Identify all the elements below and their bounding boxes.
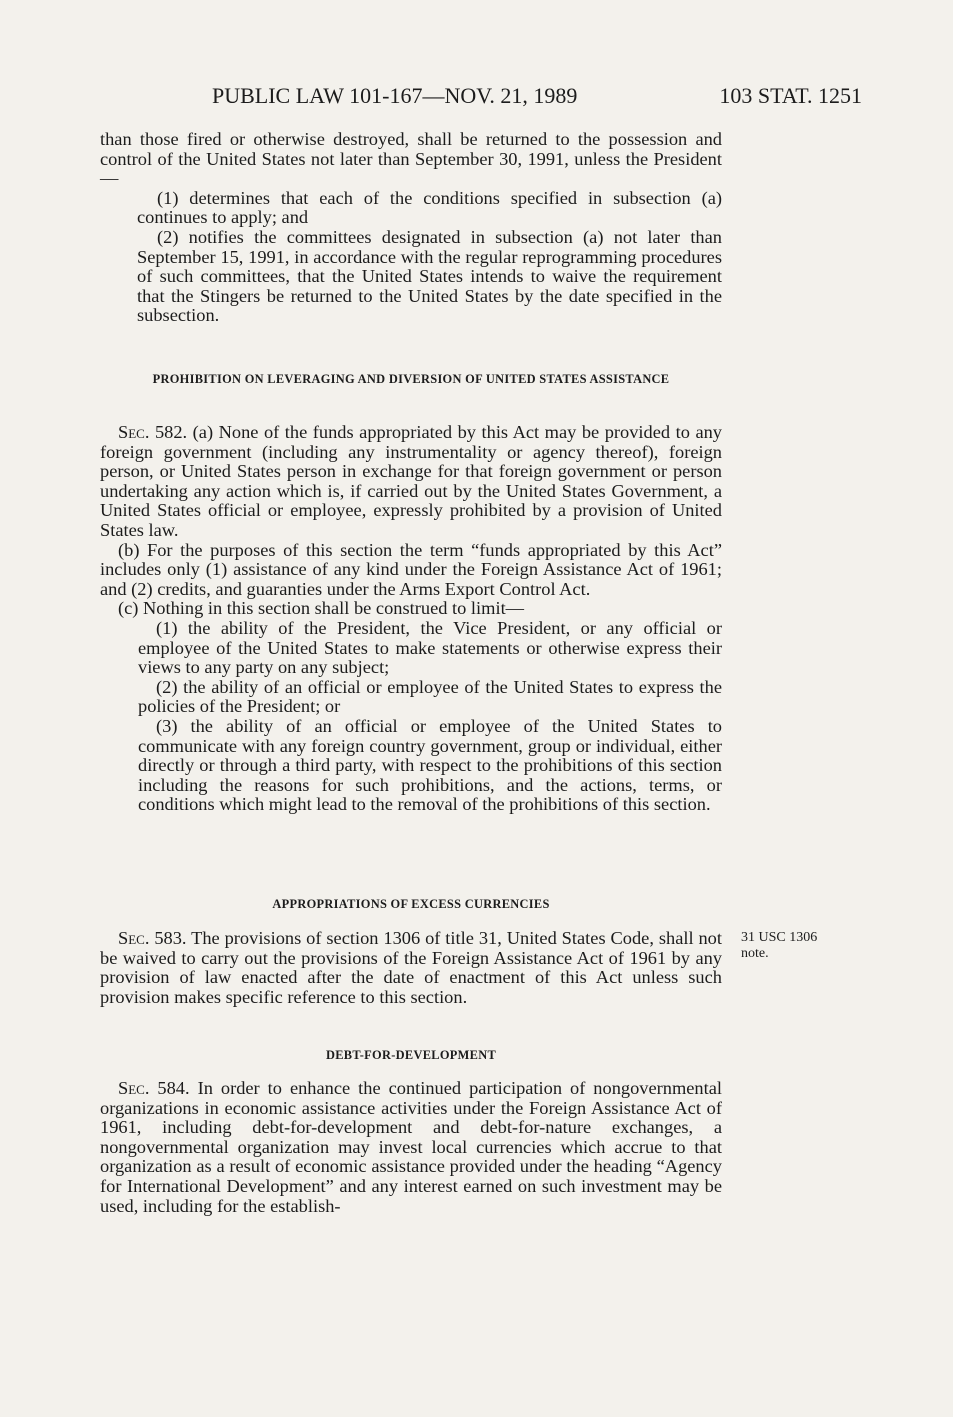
intro-item-1: (1) determines that each of the conditions specified in subsection (a) continues to apply; and	[137, 187, 722, 228]
sec584-body	[100, 1079, 722, 1216]
sec583-paragraph	[100, 929, 722, 1007]
sec584-paragraph	[100, 1079, 722, 1216]
sec582-para-b: (b) For the purposes of this section the term “funds appropriated by this Act” includes only (1) assistance of any kind under the Foreign Assistance Act of 1961; and (2) credits, and guaranties under the Arms Export Control Act.	[100, 539, 722, 599]
margin-note	[741, 930, 851, 962]
page-header	[212, 82, 862, 110]
sec582-label: Sec. 582.	[118, 422, 188, 442]
sec582-para-c: (c) Nothing in this section shall be construed to limit—	[118, 598, 525, 619]
intro-section	[100, 130, 722, 326]
sec582-para-a	[100, 423, 722, 541]
sec583-label: Sec. 583.	[118, 928, 187, 948]
sec584-text: In order to enhance the continued participation of nongovernmental organizations in economic assistance activities under the Foreign Assistance Act of 1961, including debt-for-development and debt-for-nature exchanges, a nongovernmental organization may invest local currencies which accrue to that organization as a result of economic assistance provided under the heading “Agency for International Development” and any interest earned on such investment may be used, including for the establish-	[100, 1078, 723, 1216]
sec584-label: Sec. 584.	[118, 1078, 190, 1098]
margin-note-suffix: note.	[741, 946, 769, 961]
sec582-heading: PROHIBITION ON LEVERAGING AND DIVERSION OF UNITED STATES ASSISTANCE	[152, 372, 670, 386]
sec582-item-1: (1) the ability of the President, the Vice President, or any official or employee of the United States to make statements or otherwise express their views to any party on any subject;	[138, 617, 722, 678]
margin-note-citation: 31 USC 1306	[741, 930, 818, 945]
sec583-text: The provisions of section 1306 of title 31, United States Code, shall not be waived to carry out the provisions of the Foreign Assistance Act of 1961 by any provision of law enacted after the date of enactment of this Act unless such provision makes specific reference to this section.	[100, 928, 722, 1007]
sec582-item-2: (2) the ability of an official or employee of the United States to express the policies of the President; or	[138, 676, 722, 717]
header-law-citation: PUBLIC LAW 101-167—NOV. 21, 1989	[212, 83, 578, 108]
intro-item-2: (2) notifies the committees designated in subsection (a) not later than September 15, 1991, in accordance with the regular reprogramming procedures of such committees, that the United States intends to waive the requirement that the Stingers be returned to the United States by the date specified in the subsection.	[137, 226, 722, 326]
sec582-body	[100, 423, 722, 815]
intro-paragraph: than those fired or otherwise destroyed, shall be returned to the possession and control of the United States not later than September 30, 1991, unless the President—	[100, 129, 722, 189]
sec584-heading: DEBT-FOR-DEVELOPMENT	[325, 1048, 497, 1062]
sec582-item-3: (3) the ability of an official or employee of the United States to communicate with any foreign country government, group or individual, either directly or through a third party, with respect to the prohibitions of this section including the reasons for such prohibitions, and the actions, terms, or conditions which might lead to the removal of the prohibitions of this section.	[138, 715, 722, 815]
sec582-para-a-text: (a) None of the funds appropriated by this Act may be provided to any foreign government (including any instrumentality or agency thereof), foreign person, or United States person in exchange for that foreign government or person undertaking any action which is, if carried out by the United States Government, a United States official or employee, expressly prohibited by a provision of United States law.	[100, 422, 722, 540]
sec583-body	[100, 929, 722, 1007]
sec583-heading: APPROPRIATIONS OF EXCESS CURRENCIES	[272, 897, 550, 911]
header-page-number: 103 STAT. 1251	[719, 83, 862, 108]
